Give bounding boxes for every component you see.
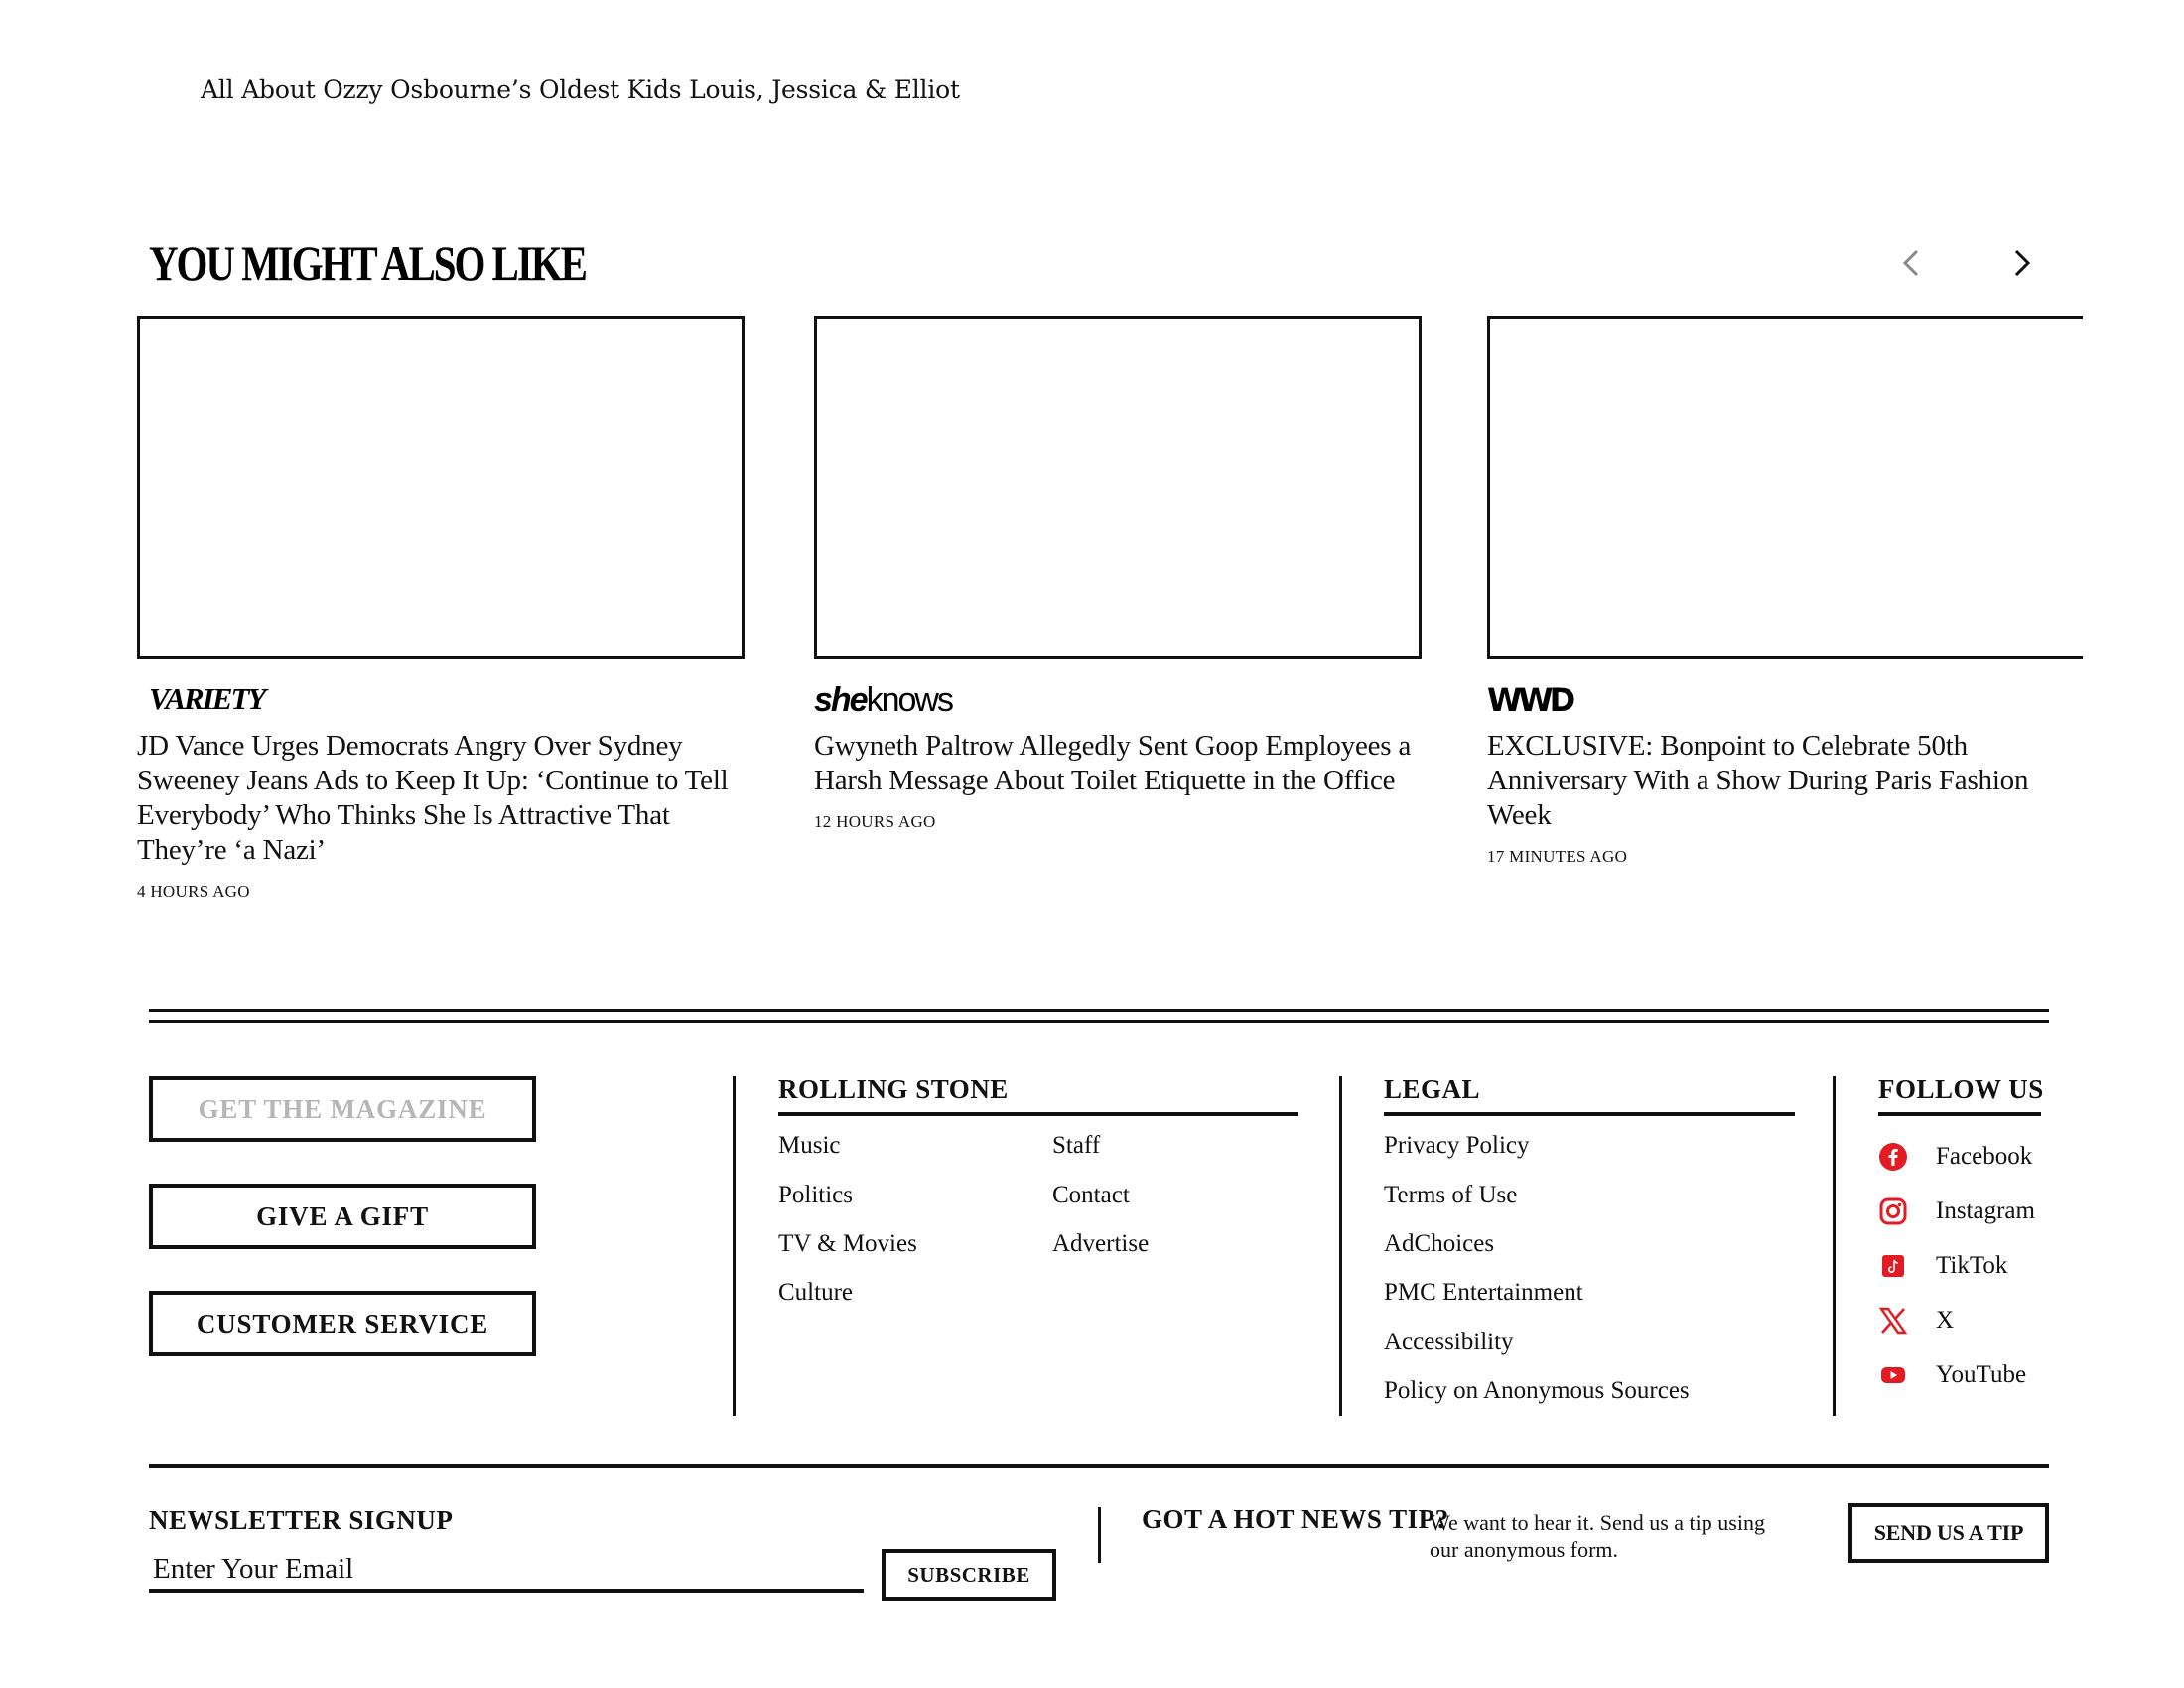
subscribe-button[interactable]: SUBSCRIBE — [882, 1549, 1056, 1601]
footer-divider — [149, 1009, 2049, 1012]
social-link-tiktok[interactable] — [1878, 1251, 2007, 1281]
article-headline[interactable]: Gwyneth Paltrow Allegedly Sent Goop Employees a Harsh Message About Toilet Etiquette in the Office — [814, 730, 1412, 796]
article-headline[interactable]: JD Vance Urges Democrats Angry Over Sydney Sweeney Jeans Ads to Keep It Up: ‘Continue to Tell Everybody’ Who Thinks She Is Attractive That They’re ‘a Nazi’ — [137, 730, 729, 866]
instagram-icon — [1878, 1196, 1908, 1226]
newsletter-divider — [149, 1464, 2049, 1468]
column-divider — [1833, 1076, 1836, 1416]
article-image[interactable] — [137, 316, 745, 659]
social-link-youtube[interactable] — [1878, 1360, 2026, 1390]
tip-description: We want to hear it. Send us a tip using our anonymous form. — [1430, 1510, 1765, 1562]
footer-link-staff[interactable]: Staff — [1052, 1132, 1101, 1159]
footer-link-anonymous-sources[interactable]: Policy on Anonymous Sources — [1384, 1377, 1690, 1404]
chevron-left-icon — [1892, 243, 1932, 283]
heading-underline — [1878, 1112, 2041, 1116]
social-label: TikTok — [1936, 1252, 2008, 1279]
social-label: Facebook — [1936, 1143, 2033, 1170]
footer-link-contact[interactable]: Contact — [1052, 1182, 1130, 1208]
related-article-link[interactable]: All About Ozzy Osbourne’s Oldest Kids Louis, Jessica & Elliot — [201, 75, 960, 104]
footer-link-adchoices[interactable]: AdChoices — [1384, 1230, 1495, 1257]
article-image[interactable] — [814, 316, 1422, 659]
social-link-facebook[interactable] — [1878, 1142, 2032, 1172]
article-card[interactable] — [1487, 316, 2063, 867]
brand-logo-part: she — [814, 681, 867, 719]
heading-underline — [778, 1112, 1298, 1116]
social-label: YouTube — [1936, 1361, 2027, 1388]
article-image[interactable] — [1487, 316, 2083, 659]
footer-link-accessibility[interactable]: Accessibility — [1384, 1329, 1514, 1355]
heading-underline — [1384, 1112, 1795, 1116]
article-card[interactable] — [814, 316, 1426, 832]
tip-heading: GOT A HOT NEWS TIP? — [1142, 1504, 1449, 1534]
customer-service-button[interactable]: CUSTOMER SERVICE — [149, 1291, 536, 1356]
x-icon — [1878, 1306, 1908, 1336]
social-label: X — [1936, 1307, 1955, 1334]
legal-heading: LEGAL — [1384, 1074, 1481, 1104]
carousel-track — [137, 316, 2049, 931]
tiktok-icon — [1878, 1251, 1908, 1281]
carousel-prev-button[interactable] — [1892, 243, 1932, 283]
article-timestamp: 12 HOURS AGO — [814, 812, 936, 831]
give-gift-button[interactable]: GIVE A GIFT — [149, 1184, 536, 1249]
column-divider — [733, 1076, 736, 1416]
newsletter-heading: NEWSLETTER SIGNUP — [149, 1505, 454, 1535]
brand-logo-variety: VARIETY — [149, 681, 265, 716]
column-divider — [1339, 1076, 1342, 1416]
youtube-icon — [1878, 1360, 1908, 1390]
follow-us-heading: FOLLOW US — [1878, 1074, 2044, 1104]
footer-link-advertise[interactable]: Advertise — [1052, 1230, 1150, 1257]
social-link-x[interactable] — [1878, 1306, 1954, 1336]
send-tip-button[interactable]: SEND US A TIP — [1848, 1503, 2049, 1563]
facebook-icon — [1878, 1142, 1908, 1172]
footer-link-culture[interactable]: Culture — [778, 1279, 853, 1306]
footer-link-pmc-entertainment[interactable]: PMC Entertainment — [1384, 1279, 1583, 1306]
footer-link-politics[interactable]: Politics — [778, 1182, 854, 1208]
footer-link-music[interactable]: Music — [778, 1132, 841, 1159]
brand-logo-wwd: WWD — [1487, 681, 1572, 719]
brand-logo-sheknows — [814, 681, 1426, 719]
brand-logo-part: knows — [866, 681, 952, 719]
footer-divider — [149, 1020, 2049, 1023]
chevron-right-icon — [2001, 243, 2041, 283]
article-timestamp: 17 MINUTES AGO — [1487, 847, 1628, 866]
footer-link-terms-of-use[interactable]: Terms of Use — [1384, 1182, 1518, 1208]
get-magazine-button[interactable]: GET THE MAGAZINE — [149, 1076, 536, 1142]
email-input[interactable] — [149, 1549, 864, 1593]
footer-link-privacy-policy[interactable]: Privacy Policy — [1384, 1132, 1530, 1159]
section-title: YOU MIGHT ALSO LIKE — [149, 235, 586, 291]
social-label: Instagram — [1936, 1197, 2035, 1224]
social-link-instagram[interactable] — [1878, 1196, 2035, 1226]
rolling-stone-heading: ROLLING STONE — [778, 1074, 1009, 1104]
article-card[interactable] — [137, 316, 749, 902]
footer-link-tv-movies[interactable]: TV & Movies — [778, 1230, 917, 1257]
tip-divider — [1098, 1507, 1101, 1563]
article-timestamp: 4 HOURS AGO — [137, 882, 250, 901]
article-headline[interactable]: EXCLUSIVE: Bonpoint to Celebrate 50th Anniversary With a Show During Paris Fashion Week — [1487, 730, 2029, 831]
carousel-next-button[interactable] — [2001, 243, 2041, 283]
